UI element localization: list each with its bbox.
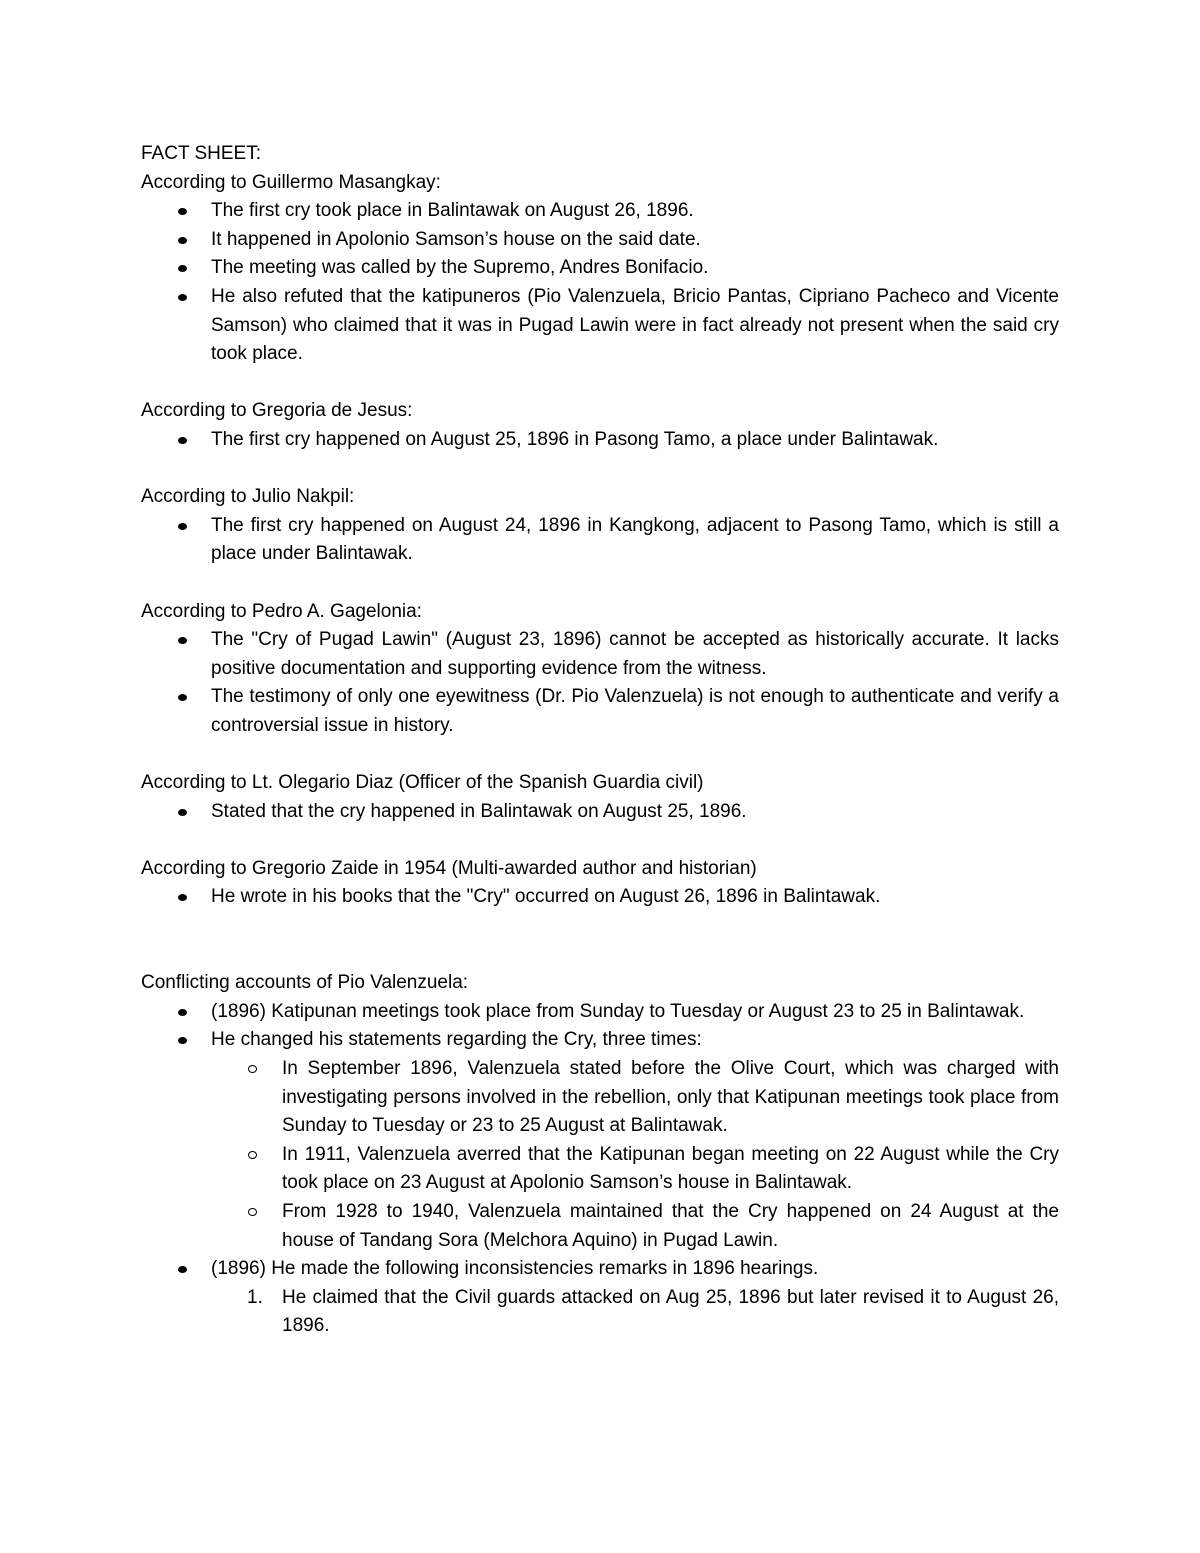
list-item: The first cry happened on August 25, 1896 in Pasong Tamo, a place under Balintawak. (141, 426, 1059, 455)
section-masangkay (141, 169, 1059, 369)
bullet-icon (178, 437, 187, 444)
section-gregoria-de-jesus (141, 397, 1059, 454)
list-item: He changed his statements regarding the Cry, three times: In September 1896, Valenzuela stated before the Olive Court, which was charged with investigating persons involved in the rebellion, only that Katipunan meetings took place from Sunday to Tuesday or 23 to 25 August at Balintawak. In 1911, Valenzuela averred that the Katipunan began meeting on 22 August while the Cry took place on 23 August at Apolonio Samson’s house in Balintawak. From 1928 to 1940, Valenzuela maintained that the Cry happened on 24 August at the house of Tandang Sora (Melchora Aquino) in Pugad Lawin. (141, 1026, 1059, 1255)
section-heading: According to Julio Nakpil: (141, 486, 355, 508)
bullet-icon (178, 694, 187, 701)
bullet-list (141, 883, 1059, 912)
list-number: 1. (247, 1286, 263, 1308)
section-olegario-diaz (141, 769, 1059, 826)
bullet-icon (178, 208, 187, 215)
document-page (141, 140, 1059, 1341)
bullet-list (141, 512, 1059, 569)
circle-bullet-icon (248, 1151, 257, 1159)
list-item: He also refuted that the katipuneros (Pio Valenzuela, Bricio Pantas, Cipriano Pacheco and Vicente Samson) who claimed that it was in Pugad Lawin were in fact already not present when the said cry took place. (141, 283, 1059, 369)
list-item: The meeting was called by the Supremo, Andres Bonifacio. (141, 254, 1059, 283)
section-heading: According to Pedro A. Gagelonia: (141, 600, 422, 622)
section-heading: According to Gregoria de Jesus: (141, 400, 413, 422)
section-heading: Conflicting accounts of Pio Valenzuela: (141, 972, 469, 994)
document-title: FACT SHEET: (141, 143, 262, 164)
list-item: The first cry happened on August 24, 1896 in Kangkong, adjacent to Pasong Tamo, which is still a place under Balintawak. (141, 512, 1059, 569)
list-item: Stated that the cry happened in Balintawak on August 25, 1896. (141, 798, 1059, 827)
section-gagelonia (141, 598, 1059, 741)
sub-list-item: In 1911, Valenzuela averred that the Katipunan began meeting on 22 August while the Cry took place on 23 August at Apolonio Samson’s house in Balintawak. (211, 1141, 1059, 1198)
circle-bullet-icon (248, 1065, 257, 1073)
bullet-list (141, 798, 1059, 827)
list-item: The testimony of only one eyewitness (Dr. Pio Valenzuela) is not enough to authenticate and verify a controversial issue in history. (141, 683, 1059, 740)
numbered-list (141, 1284, 1059, 1341)
bullet-icon (178, 894, 187, 901)
section-heading: According to Lt. Olegario Diaz (Officer of the Spanish Guardia civil) (141, 772, 704, 794)
bullet-icon (178, 294, 187, 301)
bullet-list (141, 197, 1059, 369)
bullet-icon (178, 265, 187, 272)
list-item: (1896) Katipunan meetings took place from Sunday to Tuesday or August 23 to 25 in Balintawak. (141, 998, 1059, 1027)
list-item: (1896) He made the following inconsistencies remarks in 1896 hearings. 1. He claimed that the Civil guards attacked on Aug 25, 1896 but later revised it to August 26, 1896. (141, 1255, 1059, 1341)
bullet-icon (178, 237, 187, 244)
bullet-icon (178, 523, 187, 530)
bullet-icon (178, 1266, 187, 1273)
section-gregorio-zaide (141, 855, 1059, 912)
bullet-icon (178, 637, 187, 644)
sub-list-item: From 1928 to 1940, Valenzuela maintained that the Cry happened on 24 August at the house of Tandang Sora (Melchora Aquino) in Pugad Lawin. (211, 1198, 1059, 1255)
circle-bullet-icon (248, 1208, 257, 1216)
sub-bullet-list (141, 1055, 1059, 1255)
list-item: It happened in Apolonio Samson’s house on the said date. (141, 226, 1059, 255)
bullet-list (141, 626, 1059, 740)
bullet-icon (178, 1009, 187, 1016)
bullet-list (141, 426, 1059, 455)
section-julio-nakpil (141, 483, 1059, 569)
bullet-list (141, 998, 1059, 1341)
section-heading: According to Gregorio Zaide in 1954 (Multi-awarded author and historian) (141, 857, 757, 879)
bullet-icon (178, 1037, 187, 1044)
section-valenzuela (141, 969, 1059, 1341)
list-item: The "Cry of Pugad Lawin" (August 23, 1896) cannot be accepted as historically accurate. It lacks positive documentation and supporting evidence from the witness. (141, 626, 1059, 683)
section-heading: According to Guillermo Masangkay: (141, 171, 441, 193)
list-item: He wrote in his books that the "Cry" occurred on August 26, 1896 in Balintawak. (141, 883, 1059, 912)
numbered-list-item: 1. He claimed that the Civil guards attacked on Aug 25, 1896 but later revised it to August 26, 1896. (211, 1284, 1059, 1341)
bullet-icon (178, 809, 187, 816)
sub-list-item: In September 1896, Valenzuela stated before the Olive Court, which was charged with investigating persons involved in the rebellion, only that Katipunan meetings took place from Sunday to Tuesday or 23 to 25 August at Balintawak. (211, 1055, 1059, 1141)
list-item: The first cry took place in Balintawak on August 26, 1896. (141, 197, 1059, 226)
